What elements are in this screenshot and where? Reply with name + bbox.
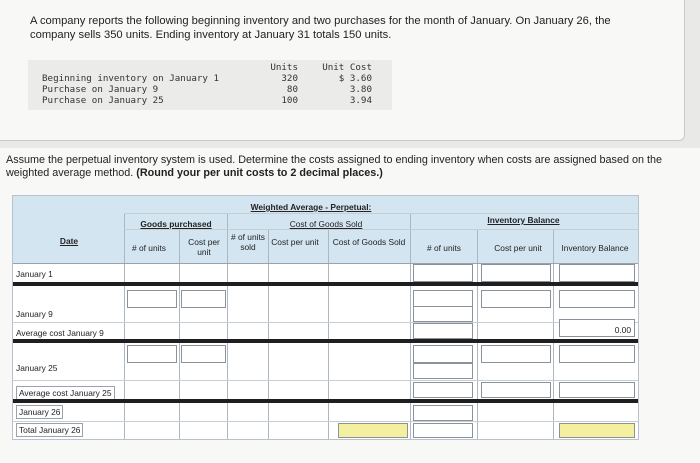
inventory-cost-input[interactable]: [481, 290, 551, 308]
cogs-header: Cost of Goods Sold: [332, 237, 406, 247]
inventory-row: [28, 95, 392, 107]
instructions-text: [6, 154, 694, 180]
column-divider: [227, 214, 228, 439]
purchase-cost-input[interactable]: [181, 345, 226, 363]
row-divider: [13, 380, 638, 381]
row-label-january-1: January 1: [16, 269, 53, 279]
inventory-row-cost: $ 3.60: [338, 73, 372, 84]
avg25-inventory-balance-input[interactable]: [559, 382, 635, 398]
purchase-units-input[interactable]: [127, 345, 177, 363]
inventory-row-label: Purchase on January 9: [42, 84, 159, 95]
jan9-inventory-units-input[interactable]: [413, 306, 473, 322]
avg25-inventory-units-input[interactable]: [413, 382, 473, 398]
goods-purchased-header: Goods purchased: [140, 219, 212, 229]
row-divider: [13, 322, 638, 323]
avg9-inventory-units-input[interactable]: [413, 323, 473, 339]
sold-cost-per-unit-header: Cost per unit: [271, 237, 319, 247]
total-inventory-units-input[interactable]: [413, 423, 473, 438]
column-divider: [553, 230, 554, 439]
column-divider: [328, 230, 329, 439]
instructions-body: Assume the perpetual inventory system is used. Determine the costs assigned to ending inventory when costs are assigned based on the weighted average method.: [6, 154, 662, 179]
column-divider: [179, 230, 180, 439]
inventory-row-label: Purchase on January 25: [42, 95, 164, 106]
inventory-cost-per-unit-header: Cost per unit: [494, 243, 542, 253]
row-label-average-cost-january-9: Average cost January 9: [16, 328, 104, 338]
units-sold-header: # of units sold: [231, 232, 265, 252]
inventory-row-cost: 3.80: [349, 84, 372, 95]
cogs-group-header: Cost of Goods Sold: [289, 219, 363, 229]
units-header: Units: [270, 62, 298, 73]
section-separator: [13, 399, 638, 403]
jan1-inventory-cost-input[interactable]: [481, 264, 551, 282]
section-separator: [13, 282, 638, 286]
avg9-inventory-balance-input[interactable]: [559, 319, 635, 337]
column-divider: [124, 214, 125, 439]
inventory-row-label: Beginning inventory on January 1: [42, 73, 220, 84]
units-purchased-header: # of units: [132, 243, 166, 253]
inventory-units-input[interactable]: [413, 345, 473, 363]
total-cogs-input[interactable]: [338, 423, 408, 438]
avg9-balance-value: 0.00: [614, 325, 631, 335]
row-label-total-january-26: Total January 26: [16, 423, 83, 437]
row-divider: [13, 421, 638, 422]
inventory-balance-input[interactable]: [559, 345, 635, 363]
inventory-row-units: 320: [281, 73, 298, 84]
inventory-data-table: [28, 60, 392, 110]
inventory-cost-input[interactable]: [481, 345, 551, 363]
inventory-balance-col-header: Inventory Balance: [561, 243, 629, 253]
column-divider: [268, 230, 269, 439]
inventory-units-header: # of units: [427, 243, 461, 253]
inventory-row-units: 100: [281, 95, 298, 106]
purchase-cost-per-unit-header: Cost per unit: [188, 237, 220, 257]
purchase-cost-input[interactable]: [181, 290, 226, 308]
rounding-instruction: (Round your per unit costs to 2 decimal places.): [136, 167, 383, 179]
row-label-average-cost-january-25: Average cost January 25: [16, 386, 115, 400]
row-label-january-25: January 25: [16, 363, 58, 373]
jan25-inventory-units-input[interactable]: [413, 363, 473, 379]
jan26-inventory-units-input[interactable]: [413, 405, 473, 421]
row-label-january-9: January 9: [16, 309, 53, 319]
jan1-inventory-units-input[interactable]: [413, 264, 473, 282]
column-divider: [477, 230, 478, 439]
purchase-units-input[interactable]: [127, 290, 177, 308]
header-divider: [124, 229, 638, 230]
unit-cost-header: Unit Cost: [322, 62, 372, 73]
column-divider: [410, 214, 411, 439]
inventory-balance-input[interactable]: [559, 290, 635, 308]
weighted-average-table: [12, 195, 639, 440]
problem-statement-panel: [0, 0, 685, 141]
header-divider: [124, 213, 638, 214]
date-header: Date: [59, 236, 79, 246]
inventory-row-units: 80: [286, 84, 298, 95]
inventory-balance-header: Inventory Balance: [487, 215, 560, 225]
avg25-inventory-cost-input[interactable]: [481, 382, 551, 398]
row-label-january-26: January 26: [16, 405, 63, 419]
table-title: Weighted Average - Perpetual:: [250, 202, 372, 212]
total-inventory-balance-input[interactable]: [559, 423, 635, 438]
inventory-row-cost: 3.94: [349, 95, 372, 106]
intro-text: A company reports the following beginning inventory and two purchases for the month of January. On January 26, the company sells 350 units. Ending inventory at January 31 totals 150 units.: [30, 15, 611, 41]
jan1-inventory-balance-input[interactable]: [559, 264, 635, 282]
section-separator: [13, 339, 638, 343]
